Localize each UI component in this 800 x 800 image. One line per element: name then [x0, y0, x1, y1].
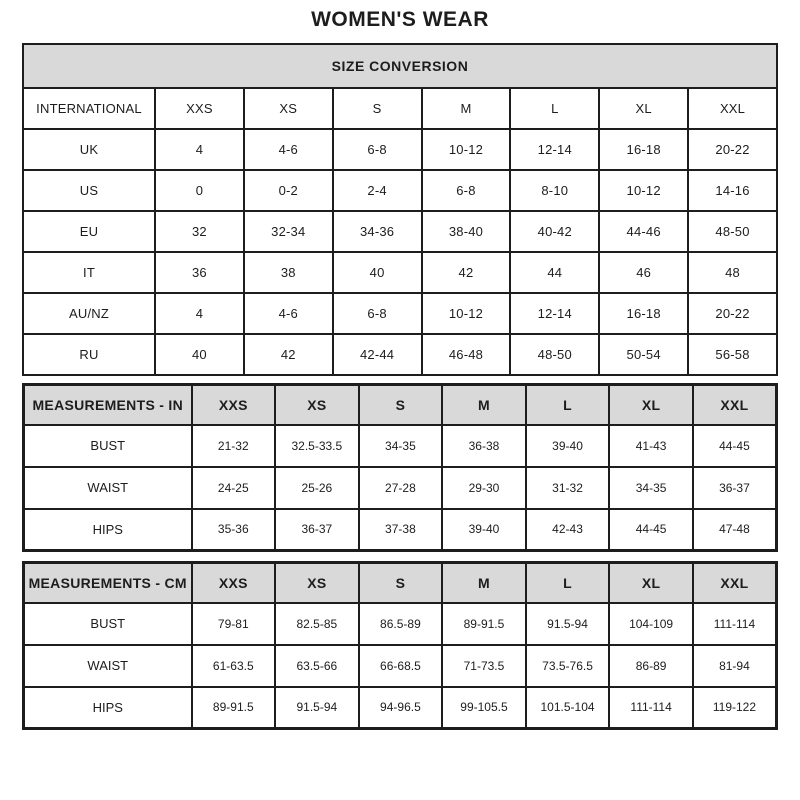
cell: 29-30	[442, 467, 526, 509]
cell: 4	[155, 129, 244, 170]
cell: 99-105.5	[442, 687, 526, 729]
cell: 34-35	[359, 425, 443, 467]
table-row	[24, 687, 777, 729]
cell: 16-18	[599, 293, 688, 334]
cell: 35-36	[192, 509, 276, 551]
cell: 104-109	[609, 603, 693, 645]
cell: 42	[244, 334, 333, 375]
cell: 39-40	[442, 509, 526, 551]
table-row	[24, 467, 777, 509]
cell: 48-50	[688, 211, 777, 252]
sc-col-s: S	[333, 88, 422, 129]
measurements-cm-title: MEASUREMENTS - CM	[24, 563, 192, 603]
table-row	[24, 603, 777, 645]
cell: 12-14	[510, 293, 599, 334]
cm-col-xxl: XXL	[693, 563, 777, 603]
cell: 6-8	[333, 293, 422, 334]
page-title: WOMEN'S WEAR	[311, 8, 489, 31]
cell: 101.5-104	[526, 687, 610, 729]
sc-col-l: L	[510, 88, 599, 129]
cell: 91.5-94	[526, 603, 610, 645]
cell: 21-32	[192, 425, 276, 467]
sc-col-m: M	[422, 88, 511, 129]
cell: 111-114	[693, 603, 777, 645]
table-row	[24, 645, 777, 687]
cell: 34-36	[333, 211, 422, 252]
cell: 42-43	[526, 509, 610, 551]
cell: 46-48	[422, 334, 511, 375]
cell: 4-6	[244, 129, 333, 170]
cell: 66-68.5	[359, 645, 443, 687]
row-label-hips-in: HIPS	[24, 509, 192, 551]
size-conversion-table	[22, 43, 778, 376]
cm-col-xxs: XXS	[192, 563, 276, 603]
cell: 32	[155, 211, 244, 252]
cell: 20-22	[688, 129, 777, 170]
cell: 14-16	[688, 170, 777, 211]
cell: 86.5-89	[359, 603, 443, 645]
sc-col-xxs: XXS	[155, 88, 244, 129]
cell: 44	[510, 252, 599, 293]
measurements-in-header-row	[24, 385, 777, 425]
cell: 40-42	[510, 211, 599, 252]
size-conversion-header-row	[23, 88, 777, 129]
cm-col-l: L	[526, 563, 610, 603]
cell: 46	[599, 252, 688, 293]
cm-col-xl: XL	[609, 563, 693, 603]
cell: 81-94	[693, 645, 777, 687]
table-row	[23, 334, 777, 375]
cell: 4-6	[244, 293, 333, 334]
cell: 40	[333, 252, 422, 293]
cell: 41-43	[609, 425, 693, 467]
cm-col-s: S	[359, 563, 443, 603]
row-label-waist-in: WAIST	[24, 467, 192, 509]
cell: 56-58	[688, 334, 777, 375]
table-row	[23, 211, 777, 252]
cell: 63.5-66	[275, 645, 359, 687]
size-conversion-banner-row	[23, 44, 777, 88]
row-label-ru: RU	[23, 334, 155, 375]
in-col-l: L	[526, 385, 610, 425]
in-col-s: S	[359, 385, 443, 425]
row-label-bust-cm: BUST	[24, 603, 192, 645]
sc-col-xxl: XXL	[688, 88, 777, 129]
row-label-waist-cm: WAIST	[24, 645, 192, 687]
cell: 0-2	[244, 170, 333, 211]
cell: 119-122	[693, 687, 777, 729]
cell: 10-12	[422, 293, 511, 334]
cell: 36-37	[693, 467, 777, 509]
in-col-xs: XS	[275, 385, 359, 425]
row-label-hips-cm: HIPS	[24, 687, 192, 729]
sc-col-xs: XS	[244, 88, 333, 129]
cell: 50-54	[599, 334, 688, 375]
in-col-xxl: XXL	[693, 385, 777, 425]
cell: 40	[155, 334, 244, 375]
cell: 4	[155, 293, 244, 334]
cell: 38	[244, 252, 333, 293]
table-row	[23, 252, 777, 293]
cell: 20-22	[688, 293, 777, 334]
size-conversion-title: SIZE CONVERSION	[23, 44, 777, 88]
table-row	[24, 425, 777, 467]
cell: 94-96.5	[359, 687, 443, 729]
cell: 37-38	[359, 509, 443, 551]
cell: 16-18	[599, 129, 688, 170]
row-label-eu: EU	[23, 211, 155, 252]
cell: 2-4	[333, 170, 422, 211]
cell: 36	[155, 252, 244, 293]
table-row	[23, 129, 777, 170]
cell: 24-25	[192, 467, 276, 509]
row-label-aunz: AU/NZ	[23, 293, 155, 334]
cm-col-xs: XS	[275, 563, 359, 603]
cell: 91.5-94	[275, 687, 359, 729]
in-col-xl: XL	[609, 385, 693, 425]
measurements-cm-table	[22, 561, 778, 730]
in-col-xxs: XXS	[192, 385, 276, 425]
cm-col-m: M	[442, 563, 526, 603]
cell: 44-45	[693, 425, 777, 467]
cell: 34-35	[609, 467, 693, 509]
cell: 32-34	[244, 211, 333, 252]
cell: 47-48	[693, 509, 777, 551]
in-col-m: M	[442, 385, 526, 425]
table-row	[24, 509, 777, 551]
cell: 42-44	[333, 334, 422, 375]
cell: 86-89	[609, 645, 693, 687]
cell: 48-50	[510, 334, 599, 375]
table-row	[23, 293, 777, 334]
measurements-in-table	[22, 383, 778, 552]
cell: 44-46	[599, 211, 688, 252]
cell: 10-12	[599, 170, 688, 211]
row-label-uk: UK	[23, 129, 155, 170]
row-label-us: US	[23, 170, 155, 211]
sc-col-international: INTERNATIONAL	[23, 88, 155, 129]
cell: 89-91.5	[192, 687, 276, 729]
cell: 10-12	[422, 129, 511, 170]
cell: 38-40	[422, 211, 511, 252]
cell: 61-63.5	[192, 645, 276, 687]
measurements-cm-header-row	[24, 563, 777, 603]
row-label-bust-in: BUST	[24, 425, 192, 467]
cell: 12-14	[510, 129, 599, 170]
cell: 42	[422, 252, 511, 293]
cell: 36-37	[275, 509, 359, 551]
cell: 71-73.5	[442, 645, 526, 687]
cell: 36-38	[442, 425, 526, 467]
cell: 27-28	[359, 467, 443, 509]
cell: 82.5-85	[275, 603, 359, 645]
cell: 79-81	[192, 603, 276, 645]
measurements-in-title: MEASUREMENTS - IN	[24, 385, 192, 425]
sc-col-xl: XL	[599, 88, 688, 129]
table-row	[23, 170, 777, 211]
cell: 48	[688, 252, 777, 293]
cell: 39-40	[526, 425, 610, 467]
cell: 89-91.5	[442, 603, 526, 645]
cell: 25-26	[275, 467, 359, 509]
cell: 0	[155, 170, 244, 211]
cell: 73.5-76.5	[526, 645, 610, 687]
cell: 44-45	[609, 509, 693, 551]
cell: 6-8	[333, 129, 422, 170]
cell: 31-32	[526, 467, 610, 509]
cell: 111-114	[609, 687, 693, 729]
cell: 8-10	[510, 170, 599, 211]
cell: 32.5-33.5	[275, 425, 359, 467]
cell: 6-8	[422, 170, 511, 211]
row-label-it: IT	[23, 252, 155, 293]
